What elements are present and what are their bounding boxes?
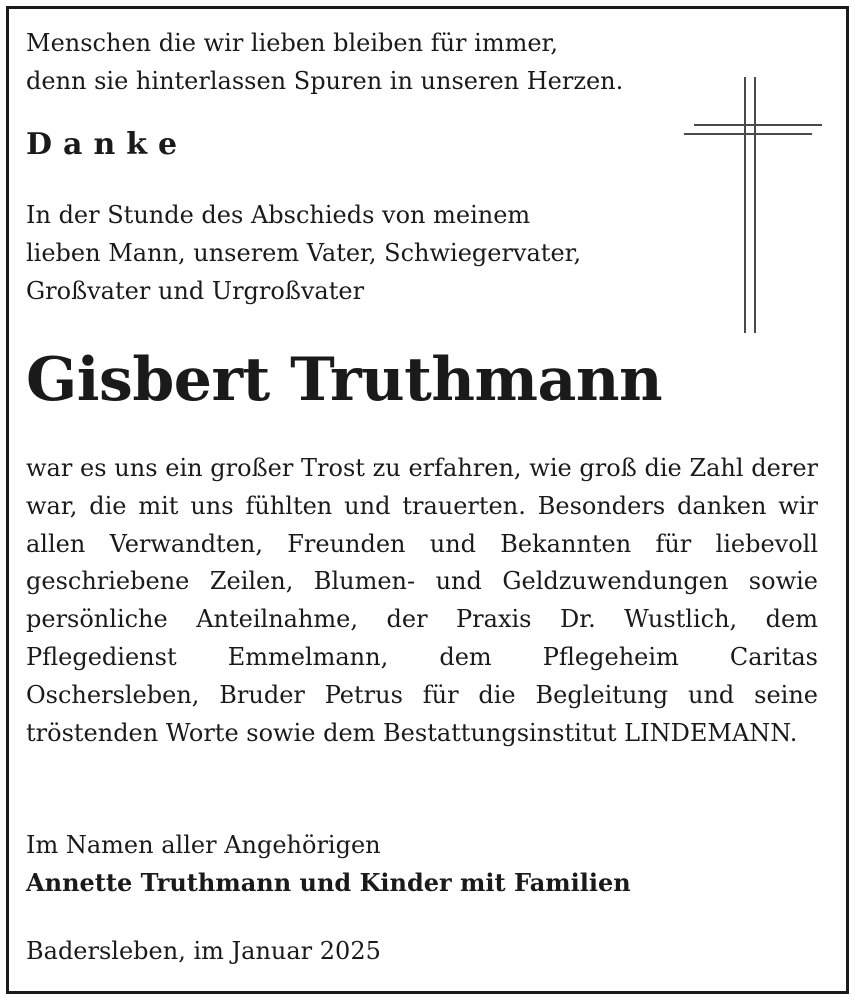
cross-vertical-line: [754, 77, 756, 333]
thanks-body-text: war es uns ein großer Trost zu erfahren, wie groß die Zahl derer war, die mit uns fühlten und trauerten. Besonders danken wir allen Verwandten, Freunden und Bekannten für liebevoll geschriebene Zeilen, Blumen- und Geldzuwendungen sowie persönliche Anteilnahme, der Praxis Dr. Wustlich, dem Pflegedienst Emmelmann, dem Pflegeheim Caritas Oschersleben, Bruder Petrus für die Begleitung und seine tröstenden Worte sowie dem Bestattungsinstitut LINDEMANN.: [26, 454, 818, 747]
cross-horizontal-line: [694, 124, 822, 126]
motto-verse: [26, 24, 706, 100]
intro-line: In der Stunde des Abschieds von meinem: [26, 201, 531, 229]
cross-vertical-line: [744, 77, 746, 333]
signature-label: Im Namen aller Angehörigen: [26, 831, 381, 859]
deceased-name: Gisbert Truthmann: [26, 345, 663, 415]
intro-text: [26, 196, 666, 310]
intro-line: Großvater und Urgroßvater: [26, 277, 365, 305]
motto-line: Menschen die wir lieben bleiben für immer,: [26, 29, 559, 57]
motto-line: denn sie hinterlassen Spuren in unseren Herzen.: [26, 67, 624, 95]
cross-horizontal-line: [684, 133, 812, 135]
place-and-date: Badersleben, im Januar 2025: [26, 937, 381, 965]
intro-line: lieben Mann, unserem Vater, Schwiegervater,: [26, 239, 582, 267]
signature-names: Annette Truthmann und Kinder mit Familien: [26, 868, 631, 897]
thanks-heading: Danke: [26, 127, 189, 162]
